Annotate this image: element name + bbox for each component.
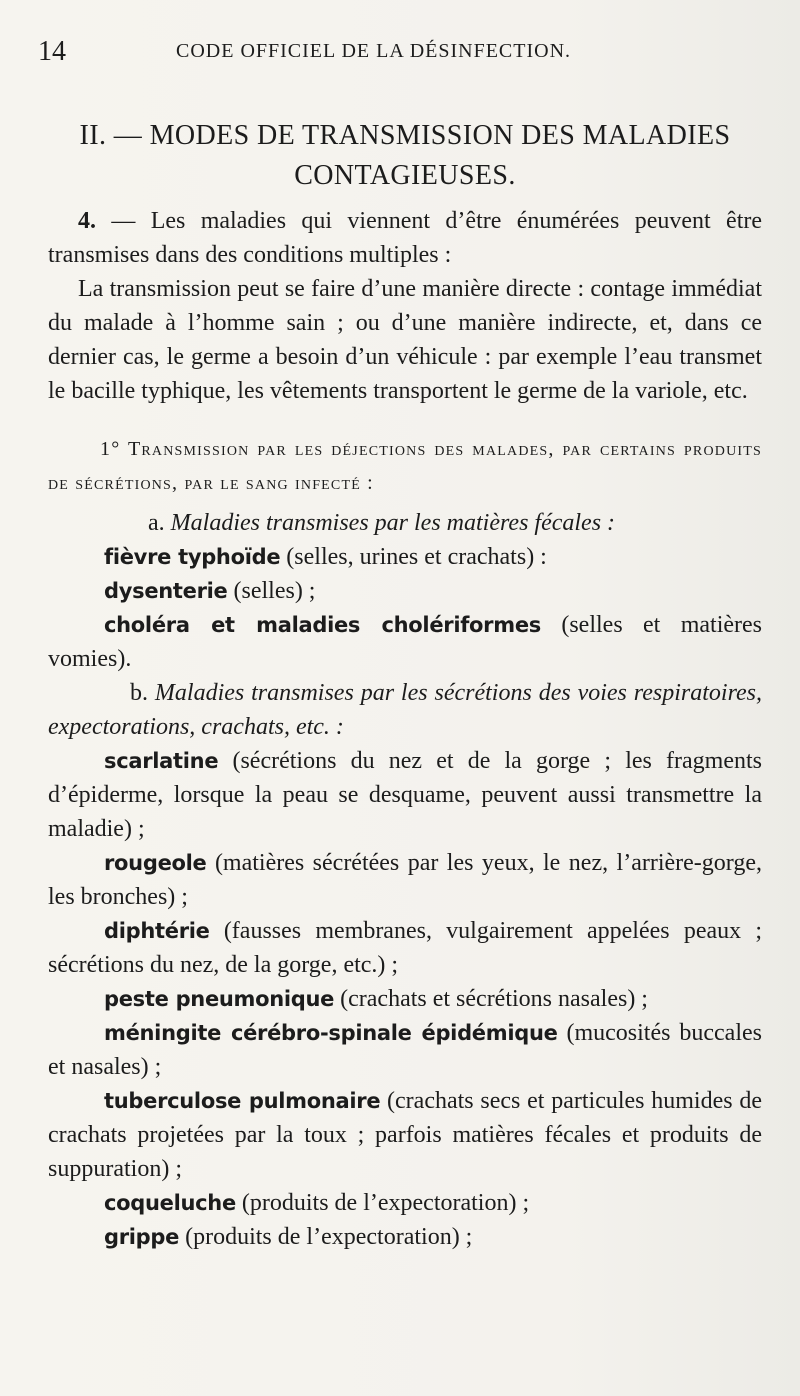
disease-entry — [48, 982, 762, 1016]
disease-detail: (selles) ; — [233, 578, 316, 604]
disease-detail: (crachats secs et particules humides de crachats projetées par la toux ; parfois matières fécales et produits de suppuration) ; — [48, 1088, 762, 1182]
running-title: CODE OFFICIEL DE LA DÉSINFECTION. — [176, 40, 572, 62]
disease-term: rougeole — [104, 851, 207, 875]
disease-term: méningite cérébro-spinale épidémique — [104, 1021, 558, 1045]
disease-term: grippe — [104, 1225, 180, 1249]
disease-entry — [48, 1084, 762, 1186]
disease-entry — [48, 1220, 762, 1254]
disease-term: dysenterie — [104, 579, 228, 603]
disease-detail: (sécrétions du nez et de la gorge ; les fragments d’épiderme, lorsque la peau se desquame, peuvent aussi transmettre la maladie) ; — [48, 748, 763, 842]
group-a-label: a. — [148, 510, 165, 536]
disease-entry — [48, 574, 762, 608]
disease-entry — [48, 744, 762, 846]
disease-detail: (selles, urines et crachats) : — [286, 544, 547, 570]
section-heading-line2: CONTAGIEUSES. — [294, 160, 516, 191]
disease-entry — [48, 608, 762, 676]
group-b-heading — [48, 676, 762, 744]
disease-entry — [48, 1186, 762, 1220]
disease-detail: (crachats et sécrétions nasales) ; — [340, 986, 648, 1012]
subsection-heading — [48, 432, 762, 500]
disease-term: peste pneumonique — [104, 987, 335, 1011]
group-a-title: Maladies transmises par les matières fécales : — [170, 510, 616, 536]
page-content — [38, 30, 763, 1254]
section-heading — [48, 116, 762, 196]
disease-entry — [48, 846, 762, 914]
group-a-heading — [48, 506, 762, 540]
disease-entry — [48, 914, 762, 982]
page-number: 14 — [38, 36, 66, 67]
disease-entry — [48, 1016, 762, 1084]
disease-detail: (matières sécrétées par les yeux, le nez, l’arrière-gorge, les bronches) ; — [48, 850, 763, 910]
disease-term: tuberculose pulmonaire — [104, 1089, 381, 1113]
disease-detail: (selles et matières vomies). — [48, 612, 762, 672]
disease-detail: (mucosités buccales et nasales) ; — [48, 1020, 762, 1080]
section-heading-line1: II. — MODES DE TRANSMISSION DES MALADIES — [79, 120, 731, 151]
disease-detail: (produits de l’expectoration) ; — [241, 1190, 530, 1216]
paragraph-4-continuation: La transmission peut se faire d’une manière directe : contage immédiat du malade à l’homme sain ; ou d’une manière indirecte, et, dans ce dernier cas, le germe a besoin d’un véhicule : par exemple l’eau transmet le bacille typhique, les vêtements transportent le germe de la variole, etc. — [48, 276, 762, 404]
group-b-title: Maladies transmises par les sécrétions des voies respiratoires, expectorations, crachats, etc. : — [48, 680, 763, 740]
disease-detail: (produits de l’expectoration) ; — [185, 1224, 473, 1250]
subsection-heading-text: 1° Transmission par les déjections des malades, par certains produits de sécrétions, par le sang infecté : — [48, 438, 762, 494]
disease-term: diphtérie — [104, 919, 210, 943]
disease-term: choléra et maladies cholériformes — [104, 613, 541, 637]
paragraph-4-text: — Les maladies qui viennent d’être énumérées peuvent être transmises dans des conditions multiples : — [48, 208, 762, 268]
disease-term: coqueluche — [104, 1191, 236, 1215]
disease-term: scarlatine — [104, 749, 219, 773]
disease-entry — [48, 540, 762, 574]
running-head — [38, 30, 762, 70]
paragraph-number: 4. — [78, 208, 96, 234]
disease-detail: (fausses membranes, vulgairement appelées peaux ; sécrétions du nez, de la gorge, etc.) ; — [48, 918, 762, 978]
group-b-label: b. — [130, 680, 148, 706]
disease-term: fièvre typhoïde — [104, 545, 281, 569]
paragraph-4 — [48, 204, 762, 272]
